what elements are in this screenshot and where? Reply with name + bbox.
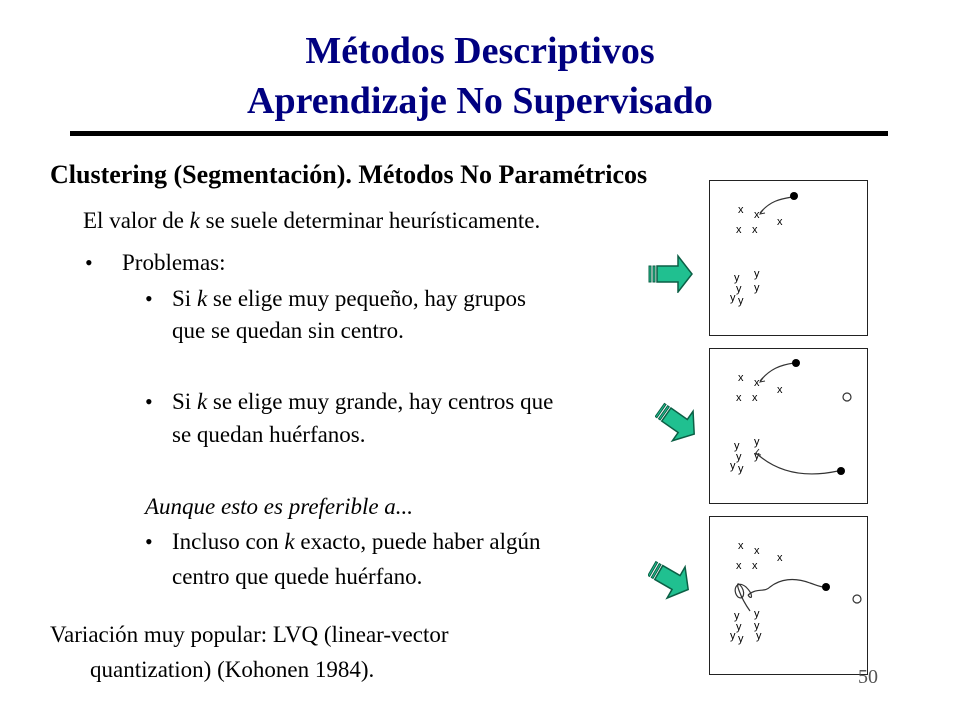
point-x: x (777, 216, 783, 228)
problem-2-post: se elige muy grande, hay centros que (207, 389, 554, 414)
point-y: y (756, 630, 762, 642)
problems-heading: Problemas: (122, 250, 226, 275)
point-x: x (738, 372, 744, 384)
point-x: x (752, 224, 758, 236)
k-variable: k (284, 529, 295, 554)
arrow-down-right-icon (655, 400, 701, 446)
bullet-marker: • (145, 286, 153, 311)
title-line-2: Aprendizaje No Supervisado (247, 80, 713, 122)
problem-1-post: se elige muy pequeño, hay grupos (207, 286, 526, 311)
point-x: x (738, 204, 744, 216)
third-line-2: centro que quede huérfano. (172, 564, 423, 589)
point-y: y (734, 440, 740, 452)
intro-pre: El valor de (83, 208, 190, 233)
point-x: x (736, 392, 742, 404)
point-y: y (754, 450, 760, 462)
point-y: y (754, 282, 760, 294)
variation-line-1: Variación muy popular: LVQ (linear-vector (50, 622, 449, 647)
centroid-path (710, 181, 867, 335)
problem-2-line-2: se quedan huérfanos. (172, 422, 366, 447)
point-y: y (734, 610, 740, 622)
k-variable: k (196, 286, 208, 311)
problem-1-pre: Si (172, 286, 197, 311)
bullet-marker: • (85, 250, 93, 275)
cluster-panel-large-k (709, 348, 868, 504)
bullet-marker: • (145, 389, 153, 414)
point-y: y (736, 283, 742, 295)
point-x: x (738, 540, 744, 552)
point-x: x (754, 377, 760, 389)
problem-1-line-1 (172, 284, 526, 314)
intro-text (83, 206, 540, 236)
page-number: 50 (858, 666, 878, 688)
point-y: y (738, 463, 744, 475)
point-y: y (754, 268, 760, 280)
point-y: y (738, 633, 744, 645)
point-x: x (752, 560, 758, 572)
third-pre: Incluso con (172, 529, 285, 554)
point-y: y (736, 621, 742, 633)
centroid-paths (710, 349, 867, 503)
point-y: y (736, 451, 742, 463)
cluster-panel-small-k (709, 180, 868, 336)
title-divider (70, 131, 888, 136)
arrow-down-right-icon (648, 557, 694, 603)
point-x: x (754, 209, 760, 221)
point-x: x (736, 560, 742, 572)
title-line-1: Métodos Descriptivos (305, 30, 655, 72)
k-variable: k (196, 389, 208, 414)
problem-2-line-1 (172, 387, 553, 417)
problem-2-pre: Si (172, 389, 197, 414)
variation-line-2: quantization) (Kohonen 1984). (90, 657, 375, 682)
point-x: x (777, 552, 783, 564)
third-post: exacto, puede haber algún (294, 529, 541, 554)
intro-post: se suele determinar heurísticamente. (199, 208, 541, 233)
point-y: y (730, 460, 736, 472)
point-y: y (754, 620, 760, 632)
point-y: y (738, 295, 744, 307)
bullet-marker: • (145, 529, 153, 554)
point-y: y (734, 272, 740, 284)
point-x: x (754, 545, 760, 557)
problem-1-line-2: que se quedan sin centro. (172, 318, 404, 343)
cluster-panel-exact-k (709, 516, 868, 675)
aside-note: Aunque esto es preferible a... (145, 494, 414, 519)
third-line-1 (172, 527, 541, 557)
arrow-right-icon (648, 253, 694, 293)
point-x: x (752, 392, 758, 404)
point-x: x (777, 384, 783, 396)
point-y: y (754, 608, 760, 620)
point-x: x (736, 224, 742, 236)
point-y: y (730, 292, 736, 304)
section-subtitle: Clustering (Segmentación). Métodos No Paramétricos (50, 160, 648, 189)
centroid-paths (710, 517, 867, 674)
point-y: y (754, 436, 760, 448)
k-variable: k (189, 208, 200, 233)
point-y: y (730, 630, 736, 642)
